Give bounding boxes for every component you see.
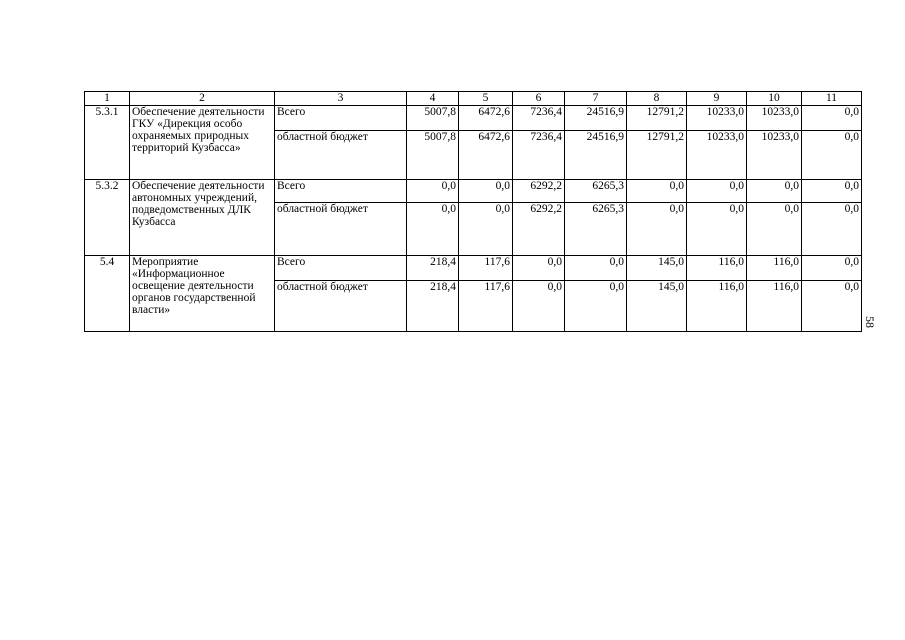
value-cell: 10233,0 — [747, 106, 802, 131]
value-cell: 0,0 — [513, 281, 565, 332]
header-cell: 5 — [459, 92, 513, 106]
value-cell: 6472,6 — [459, 106, 513, 131]
value-cell: 6292,2 — [513, 203, 565, 256]
value-cell: 24516,9 — [565, 106, 627, 131]
value-cell: 116,0 — [687, 256, 747, 281]
value-cell: 117,6 — [459, 281, 513, 332]
value-cell: 145,0 — [627, 281, 687, 332]
value-cell: 7236,4 — [513, 131, 565, 180]
value-cell: 0,0 — [565, 256, 627, 281]
funding-source: Всего — [275, 106, 407, 131]
value-cell: 0,0 — [459, 180, 513, 203]
value-cell: 0,0 — [802, 180, 862, 203]
page-number: 58 — [863, 316, 877, 328]
row-code: 5.4 — [85, 256, 130, 332]
value-cell: 0,0 — [747, 203, 802, 256]
row-name: Обеспечение деятельности ГКУ «Дирекция особо охраняемых природных территорий Кузбасса» — [130, 106, 275, 180]
value-cell: 145,0 — [627, 256, 687, 281]
value-cell: 24516,9 — [565, 131, 627, 180]
value-cell: 5007,8 — [407, 106, 459, 131]
table-row — [85, 256, 862, 281]
value-cell: 116,0 — [747, 281, 802, 332]
value-cell: 10233,0 — [687, 131, 747, 180]
row-name: Обеспечение деятельности автономных учреждений, подведомственных ДЛК Кузбасса — [130, 180, 275, 256]
budget-table — [84, 91, 862, 332]
value-cell: 6265,3 — [565, 180, 627, 203]
header-cell: 8 — [627, 92, 687, 106]
value-cell: 0,0 — [627, 203, 687, 256]
value-cell: 10233,0 — [687, 106, 747, 131]
header-cell: 4 — [407, 92, 459, 106]
value-cell: 218,4 — [407, 281, 459, 332]
value-cell: 0,0 — [627, 180, 687, 203]
value-cell: 6265,3 — [565, 203, 627, 256]
value-cell: 12791,2 — [627, 131, 687, 180]
value-cell: 6472,6 — [459, 131, 513, 180]
header-cell: 9 — [687, 92, 747, 106]
header-cell: 3 — [275, 92, 407, 106]
funding-source: Всего — [275, 180, 407, 203]
funding-source: областной бюджет — [275, 131, 407, 180]
value-cell: 0,0 — [802, 106, 862, 131]
value-cell: 116,0 — [687, 281, 747, 332]
value-cell: 0,0 — [802, 131, 862, 180]
value-cell: 10233,0 — [747, 131, 802, 180]
header-cell: 7 — [565, 92, 627, 106]
value-cell: 0,0 — [407, 180, 459, 203]
header-cell: 11 — [802, 92, 862, 106]
value-cell: 0,0 — [513, 256, 565, 281]
table-row — [85, 106, 862, 131]
value-cell: 0,0 — [687, 180, 747, 203]
value-cell: 0,0 — [459, 203, 513, 256]
value-cell: 0,0 — [747, 180, 802, 203]
value-cell: 117,6 — [459, 256, 513, 281]
row-code: 5.3.2 — [85, 180, 130, 256]
value-cell: 7236,4 — [513, 106, 565, 131]
header-row — [85, 92, 862, 106]
funding-source: Всего — [275, 256, 407, 281]
value-cell: 5007,8 — [407, 131, 459, 180]
value-cell: 0,0 — [802, 203, 862, 256]
header-cell: 10 — [747, 92, 802, 106]
value-cell: 218,4 — [407, 256, 459, 281]
row-name: Мероприятие «Информационное освещение деятельности органов государственной власти» — [130, 256, 275, 332]
value-cell: 0,0 — [802, 281, 862, 332]
header-cell: 2 — [130, 92, 275, 106]
value-cell: 0,0 — [687, 203, 747, 256]
table-row — [85, 180, 862, 203]
value-cell: 0,0 — [802, 256, 862, 281]
value-cell: 6292,2 — [513, 180, 565, 203]
funding-source: областной бюджет — [275, 203, 407, 256]
value-cell: 116,0 — [747, 256, 802, 281]
header-cell: 1 — [85, 92, 130, 106]
value-cell: 12791,2 — [627, 106, 687, 131]
header-cell: 6 — [513, 92, 565, 106]
row-code: 5.3.1 — [85, 106, 130, 180]
funding-source: областной бюджет — [275, 281, 407, 332]
value-cell: 0,0 — [407, 203, 459, 256]
value-cell: 0,0 — [565, 281, 627, 332]
